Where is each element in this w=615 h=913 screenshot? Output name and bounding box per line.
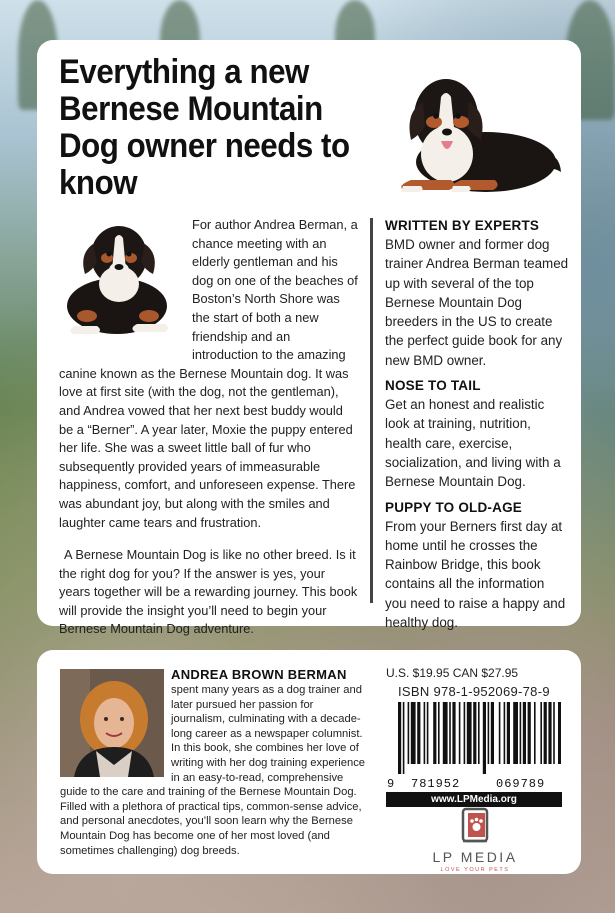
story-paragraph: For author Andrea Berman, a chance meeting with an elderly gentleman and his dog on one of the beaches of Boston’s North Shore was the start of both a new friendship and an introduction to the amazing canine known as the Bernese Mountain dog. It was love at first site (with the dog, not the gentleman), and Andrea vowed that her next best buddy would be a “Berner”. A year later, Moxie the puppy entered her life. She was a sweet little ball of fur who subsequently provided years of immeasurable happiness, comfort, and unforeseen expense. There was abundant joy, but along with the smiles and laughter came tears and frustration. <box>59 217 358 530</box>
barcode-bar <box>488 702 490 764</box>
barcode-bar <box>427 702 429 764</box>
barcode-bar <box>443 702 448 764</box>
barcode-bar <box>534 702 536 764</box>
description-panel <box>37 40 581 637</box>
barcode <box>386 702 561 774</box>
barcode-bar <box>544 702 547 764</box>
author-name: ANDREA BROWN BERMAN <box>171 667 347 682</box>
barcode-bar <box>408 702 410 764</box>
barcode-bar <box>452 702 455 764</box>
author-bio <box>60 666 366 858</box>
barcode-bar <box>513 702 518 764</box>
barcode-bar <box>473 702 476 764</box>
section-text: From your Berners first day at home until he crosses the Rainbow Bridge, this book contains all the information you need to raise a happy and healthy dog. <box>385 518 566 631</box>
story-text <box>59 216 359 639</box>
section-text: Get an honest and realistic look at training, nutrition, health care, exercise, socialization, and living with a Bernese Mountain Dog. <box>385 397 561 490</box>
barcode-bar <box>553 702 555 764</box>
barcode-bar <box>417 702 420 764</box>
bernese-dog-image <box>381 62 561 207</box>
section-heading: WRITTEN BY EXPERTS <box>385 218 540 233</box>
price-label: U.S. $19.95 CAN $27.95 <box>386 666 519 680</box>
barcode-bar <box>424 702 426 764</box>
feature-sections <box>385 216 569 638</box>
barcode-bar <box>483 702 486 774</box>
barcode-bar <box>507 702 510 764</box>
column-divider <box>370 218 373 603</box>
publisher-name: LP MEDIA <box>432 849 518 865</box>
barcode-bar <box>548 702 551 764</box>
isbn-label: ISBN 978-1-952069-78-9 <box>398 684 550 699</box>
barcode-bar <box>438 702 440 764</box>
barcode-bar <box>459 702 461 764</box>
author-bio-text: spent many years as a dog trainer and later pursued her passion for journalism, culminating with a decade-long career as a newspaper columnist. In this book, she combines her love of writing with her dog training experience in an easy-to-read, comprehensive guide to the care and training of the Bernese Mountain Dog. Filled with a plethora of practical tips, common-sense advice, and personal anecdotes, you’ll soon learn why the Bernese Mountain Dog has become one of her most loved (and sometimes challenging) dog breeds. <box>60 684 366 857</box>
barcode-bar <box>464 702 466 764</box>
barcode-left-digits: 781952 <box>411 777 461 791</box>
barcode-bar <box>467 702 472 764</box>
barcode-bar <box>520 702 522 764</box>
barcode-bar <box>411 702 416 764</box>
website-link[interactable]: www.LPMedia.org <box>386 792 562 807</box>
barcode-bar <box>499 702 501 764</box>
barcode-bar <box>491 702 494 764</box>
barcode-bar <box>540 702 542 764</box>
publisher-tagline: LOVE YOUR PETS <box>440 867 510 873</box>
section-heading: NOSE TO TAIL <box>385 378 481 394</box>
barcode-bar <box>398 702 401 774</box>
section-heading: PUPPY TO OLD-AGE <box>385 499 522 515</box>
barcode-bar <box>523 702 526 764</box>
barcode-lead-digit: 9 <box>387 777 395 791</box>
barcode-bar <box>478 702 480 764</box>
story-paragraph: A Bernese Mountain Dog is like no other breed. Is it the right dog for you? If the answer is yes, your years together will be a rewarding journey. This book will provide the insight you’ll need to begin your Bernese Mountain Dog adventure. <box>59 547 358 637</box>
barcode-bar <box>449 702 451 764</box>
barcode-bar <box>558 702 561 764</box>
barcode-right-digits: 069789 <box>496 777 546 791</box>
book-paw-icon <box>425 807 525 847</box>
author-panel <box>37 650 581 874</box>
publisher-logo <box>425 807 525 877</box>
section-text: BMD owner and former dog trainer Andrea Berman teamed up with several of the top Bernese Mountain Dog breeders in the US to create the perfect guide book for any new BMD owner. <box>385 237 569 368</box>
barcode-bar <box>504 702 506 764</box>
barcode-bar <box>403 702 405 774</box>
barcode-bar <box>528 702 531 764</box>
barcode-bar <box>433 702 436 764</box>
headline: Everything a new Bernese Mountain Dog owner needs to know <box>59 53 350 202</box>
